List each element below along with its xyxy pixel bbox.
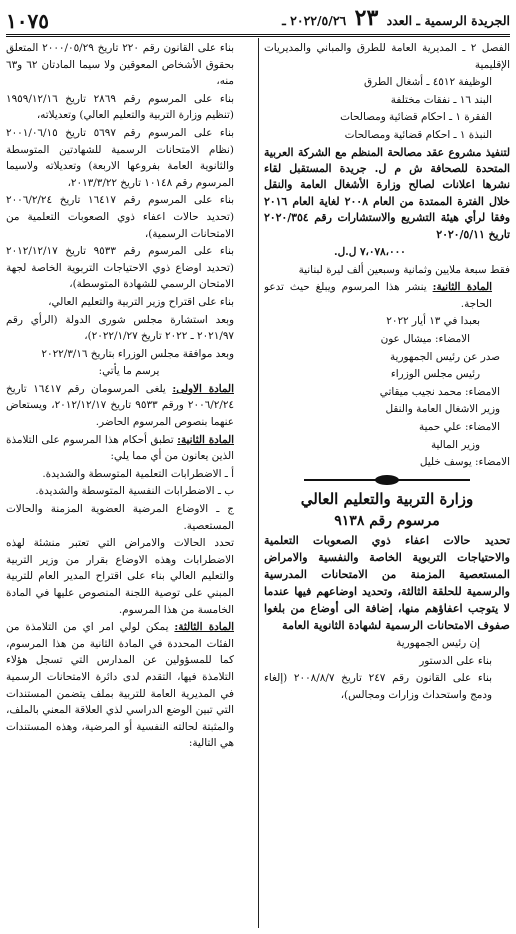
decrees-line: يرسم ما يأتي: bbox=[98, 365, 160, 378]
gazette-name: الجريدة الرسمية ـ العدد bbox=[386, 13, 510, 28]
chapter-line: الفصل ٢ ـ المديرية العامة للطرق والمباني والمديريات الإقليمية bbox=[264, 42, 510, 71]
ministry-heading: وزارة التربية والتعليم العالي bbox=[300, 489, 474, 508]
preamble-paragraph: بناء على المرسوم رقم ٢٨٦٩ تاريخ ١٩٥٩/١٢/١٦ (تنظيم وزارة التربية والتعليم العالي) وتعديلاته، bbox=[6, 92, 235, 122]
pm-title: رئيس مجلس الوزراء bbox=[390, 368, 480, 381]
implementation-text: لتنفيذ مشروع عقد مصالحة المنظم مع الشركة العربية المتحدة للصحافة ش م ل. جريدة المستقبل لقاء نشرها اعلانات لصالح وزارة الأشغال العامة والنقل خلال الفترة الممتدة من العام ٢٠٠٨ لغاية العام ٢٠١٦ وفقا لرأي هيئة التشريع والاستشارات رقم ٢٠٢٠/٣٥٤ تاريخ ٢٠٢٠/٥/١١ bbox=[264, 145, 510, 241]
preamble-paragraph: وبعد موافقة مجلس الوزراء بتاريخ ٢٠٢٢/٣/١٦ bbox=[41, 347, 234, 360]
budget-item: الوظيفة ٤٥١٢ ـ أشغال الطرق bbox=[364, 76, 492, 89]
right-column bbox=[264, 40, 510, 928]
preamble-paragraph: وبعد استشارة مجلس شورى الدولة (الرأي رقم ٢٠٢١/٩٧ ـ ٢٠٢٢ تاريخ ٢٠٢٢/١/٢٧)، bbox=[6, 313, 234, 343]
preamble-paragraph: بناء على اقتراح وزير التربية والتعليم العالي، bbox=[48, 295, 234, 308]
preamble-paragraph: بناء على المرسوم رقم ٥٦٩٧ تاريخ ٢٠٠١/٠٦/١٥ (نظام الامتحانات الرسمية للشهادتين المتوسطة والثانوية العامة بفروعها الاربعة) وتعديلاته ولاسيما المرسوم رقم ١٠١٤٨ تاريخ ٢٠١٣/٣/٢٢، bbox=[6, 126, 235, 189]
minister-public-works: وزير الاشغال العامة والنقل bbox=[385, 403, 500, 416]
preamble-paragraph: بناء على القانون رقم ٢٢٠ تاريخ ٢٠٠٠/٠٥/٢٩ المتعلق بحقوق الأشخاص المعوقين ولا سيما المادتان ٦٢ و٦٣ منه، bbox=[6, 42, 234, 88]
signature-pm: الامضاء: محمد نجيب ميقاتي bbox=[379, 385, 500, 398]
issue-number: ٢٣ bbox=[354, 5, 379, 31]
page-number: ١٠٧٥ bbox=[6, 9, 49, 33]
article-label: المادة الثانية: bbox=[432, 281, 493, 294]
column-divider bbox=[258, 38, 259, 928]
law-247: بناء على القانون رقم ٢٤٧ تاريخ ٢٠٠٨/٨/٧ (إلغاء ودمج واستحداث وزارات ومجالس)، bbox=[264, 672, 493, 701]
budget-item: الفقرة ١ ـ احكام قضائية ومصالحات bbox=[340, 111, 492, 124]
amount: ٧،٠٧٨،٠٠٠ ل.ل. bbox=[334, 246, 406, 258]
preamble-paragraph: بناء على المرسوم رقم ١٦٤١٧ تاريخ ٢٠٠٦/٢/٢٤ (تحديد حالات اعفاء ذوي الصعوبات التعلمية من الامتحانات الرسمية)، bbox=[6, 194, 235, 240]
definition-paragraph: تحدد الحالات والامراض التي تعتبر منشئة لهذه الاضطرابات وهذه الاوضاع بقرار من وزير التربية والتعليم العالي بناء على اقتراح المدير العام للتربية المبني على توصية اللجنة المنصوص عليها في المادة الخامسة من هذا المرسوم. bbox=[6, 537, 234, 616]
list-item: ج ـ الاوضاع المرضية العضوية المزمنة والحالات المستعصية. bbox=[6, 503, 234, 532]
article-text: تطبق أحكام هذا المرسوم على التلامذة الذين يعانون من أي مما يلي: bbox=[6, 433, 234, 463]
president-intro: إن رئيس الجمهورية bbox=[396, 636, 480, 649]
preamble-paragraph: بناء على المرسوم رقم ٩٥٣٣ تاريخ ٢٠١٢/١٢/١٧ (تحديد اوضاع ذوي الاحتياجات التربوية الخاصة لجهة الامتحان الرسمي للشهادة المتوسطة)، bbox=[6, 245, 235, 291]
signature-president: الامضاء: ميشال عون bbox=[380, 332, 470, 345]
signature-finance: الامضاء: يوسف خليل bbox=[419, 456, 510, 469]
page-header bbox=[6, 4, 510, 37]
decree-number: مرسوم رقم ٩١٣٨ bbox=[334, 513, 440, 530]
decree-title: تحديد حالات اعفاء ذوي الصعوبات التعلمية والاحتياجات التربوية الخاصة والنفسية والامراض المستعصية المزمنة من الامتحانات المدرسية والرسمية للحلقة الثالثة، وتحديد اوضاعهم فيها عندما لا يتوجب اعفاؤهم منها، إضافة الى أوضاع من بلغوا صفوف الامتحانات الرسمية لشهادة الثانوية العامة bbox=[264, 532, 510, 632]
minister-finance: وزير المالية bbox=[430, 438, 480, 451]
gazette-title bbox=[282, 5, 510, 34]
list-item: أ ـ الاضطرابات التعلمية المتوسطة والشديدة. bbox=[42, 467, 234, 480]
article-label: المادة الثانية: bbox=[177, 433, 235, 446]
constitution-line: بناء على الدستور bbox=[419, 654, 492, 667]
issue-date: ٢٠٢٢/٥/٢٦ ـ bbox=[282, 13, 347, 28]
amount-words: فقط سبعة ملايين وثمانية وسبعين ألف ليرة لبنانية bbox=[298, 263, 510, 276]
budget-item: البند ١٦ ـ نفقات مختلفة bbox=[390, 93, 492, 106]
list-item: ب ـ الاضطرابات النفسية المتوسطة والشديدة. bbox=[35, 485, 234, 498]
article-text: ينشر هذا المرسوم ويبلغ حيث تدعو الحاجة. bbox=[264, 281, 492, 310]
signature-public-works: الامضاء: علي حمية bbox=[419, 420, 500, 433]
left-column bbox=[6, 40, 252, 928]
issued-by: صدر عن رئيس الجمهورية bbox=[389, 350, 500, 363]
issue-place-date: بعبدا في ١٣ أيار ٢٠٢٢ bbox=[386, 315, 480, 328]
budget-item: النبذة ١ ـ احكام قضائية ومصالحات bbox=[344, 128, 492, 141]
article-text: يلغى المرسومان رقم ١٦٤١٧ تاريخ ٢٠٠٦/٢/٢٤ ورقم ٩٥٣٣ تاريخ ٢٠١٢/١٢/١٧، ويستعاض عنهما بنصوص المرسوم الحاضر. bbox=[6, 382, 234, 429]
article-label: المادة الثالثة: bbox=[174, 621, 235, 634]
article-label: المادة الاولى: bbox=[172, 382, 234, 395]
article-text: يمكن لولي امر اي من التلامذة من الفئات المحددة في المادة الثانية من هذا المرسوم، كما للمسؤولين عن المدارس التي تسجل هؤلاء التلامذة فيها، التقدم لدى دائرة الامتحانات الرسمية في المديرية العامة للتربية بملف يتضمن المستندات التي تبين الوضع الدراسي لذي العلاقة المعني بالملف، والمثبتة لحالته النفسية أو المرضية، وهذه المستندات هي التالية: bbox=[6, 621, 234, 750]
section-divider bbox=[264, 473, 510, 487]
